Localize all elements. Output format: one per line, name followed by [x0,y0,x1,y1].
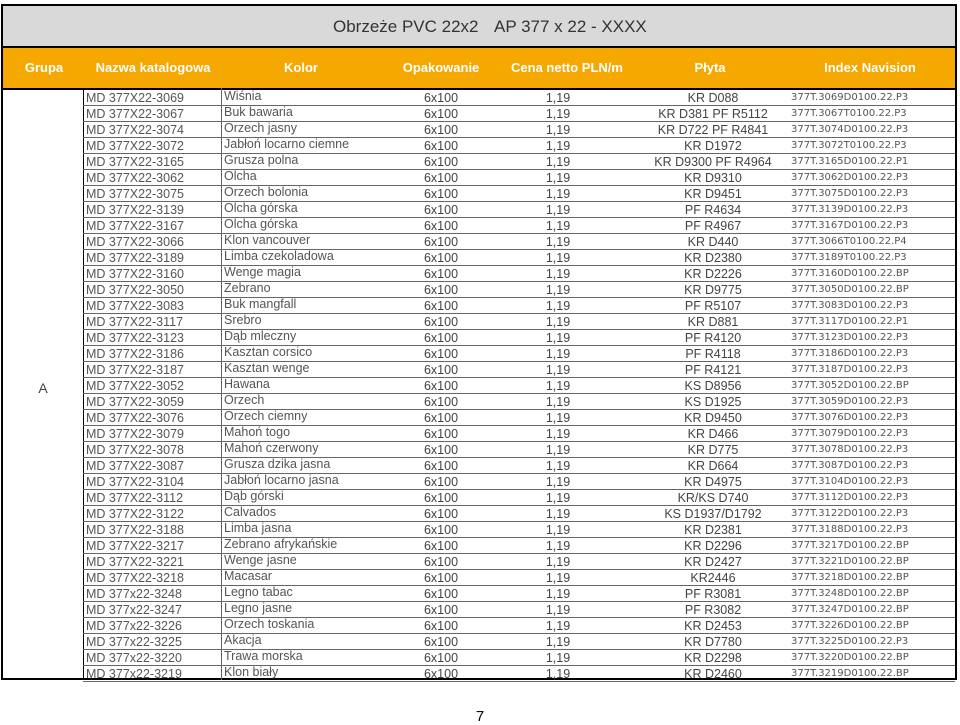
navision-index: 377T.3078D0100.22.P3 [791,444,909,455]
product-code: MD 377X22-3069 [86,91,184,105]
product-code: MD 377X22-3079 [86,427,184,441]
navision-index: 377T.3075D0100.22.P3 [791,188,909,199]
color-name: Mahoń czerwony [221,440,424,456]
packaging: 6x100 [423,283,459,297]
packaging: 6x100 [423,171,459,185]
table-row [83,426,955,442]
product-code: MD 377x22-3225 [86,635,182,649]
packaging: 6x100 [423,187,459,201]
product-code: MD 377X22-3117 [86,315,184,329]
header-plyta: Płyta [694,60,726,75]
table-row [83,154,955,170]
product-code: MD 377X22-3112 [86,491,184,505]
product-code: MD 377X22-3189 [86,251,184,265]
header-nazwa: Nazwa katalogowa [95,60,211,75]
table-row [83,570,955,586]
sheet-subtitle: AP 377 x 22 - XXXX [494,17,647,36]
packaging: 6x100 [423,587,459,601]
color-name: Macasar [221,568,424,584]
board-code: KR D7780 [684,635,742,649]
product-code: MD 377X22-3050 [86,283,184,297]
product-code: MD 377X22-3074 [86,123,184,137]
price: 1,19 [545,363,571,377]
color-name: Klon vancouver [221,232,424,248]
color-name: Olcha górska [221,200,424,216]
color-name: Orzech ciemny [221,408,424,424]
price: 1,19 [545,347,571,361]
board-code: PF R4121 [684,363,742,377]
table-row [83,362,955,378]
product-code: MD 377X22-3167 [86,219,184,233]
color-name: Grusza polna [221,152,424,168]
packaging: 6x100 [423,379,459,393]
product-code: MD 377x22-3248 [86,587,182,601]
price: 1,19 [545,203,571,217]
price: 1,19 [545,475,571,489]
packaging: 6x100 [423,491,459,505]
product-code: MD 377X22-3139 [86,203,184,217]
packaging: 6x100 [423,235,459,249]
packaging: 6x100 [423,555,459,569]
board-code: KR D9300 PF R4964 [654,155,772,169]
header-cena: Cena netto PLN/m [511,60,623,75]
board-code: KR D2296 [684,539,742,553]
product-code: MD 377X22-3160 [86,267,184,281]
packaging: 6x100 [423,523,459,537]
price: 1,19 [545,331,571,345]
color-name: Calvados [221,504,424,520]
product-code: MD 377X22-3059 [86,395,184,409]
board-code: PF R4634 [684,203,742,217]
navision-index: 377T.3069D0100.22.P3 [791,92,909,103]
table-header [3,48,955,90]
board-code: KR D440 [687,235,739,249]
navision-index: 377T.3219D0100.22.BP [791,668,909,679]
color-name: Orzech jasny [221,120,424,136]
packaging: 6x100 [423,299,459,313]
product-code: MD 377X22-3066 [86,235,184,249]
board-code: KR D1972 [684,139,742,153]
navision-index: 377T.3079D0100.22.P3 [791,428,909,439]
board-code: KR/KS D740 [677,491,749,505]
product-code: MD 377x22-3219 [86,667,182,681]
board-code: KS D8956 [684,379,742,393]
product-code: MD 377X22-3123 [86,331,184,345]
table-row [83,298,955,314]
packaging: 6x100 [423,363,459,377]
header-grupa: Grupa [24,60,64,75]
navision-index: 377T.3087D0100.22.P3 [791,460,909,471]
navision-index: 377T.3220D0100.22.BP [791,652,909,663]
table-row [83,250,955,266]
navision-index: 377T.3123D0100.22.P3 [791,332,909,343]
packaging: 6x100 [423,507,459,521]
navision-index: 377T.3225D0100.22.P3 [791,636,909,647]
board-code: KR D2453 [684,619,742,633]
color-name: Mahoń togo [221,424,424,440]
packaging: 6x100 [423,619,459,633]
packaging: 6x100 [423,427,459,441]
color-name: Trawa morska [221,648,424,664]
header-index: Index Navision [824,60,916,75]
price: 1,19 [545,507,571,521]
product-code: MD 377X22-3188 [86,523,184,537]
table-row [83,346,955,362]
navision-index: 377T.3248D0100.22.BP [791,588,909,599]
packaging: 6x100 [423,571,459,585]
color-name: Orzech bolonia [221,184,424,200]
color-name: Klon biały [221,664,424,680]
table-row [83,122,955,138]
packaging: 6x100 [423,539,459,553]
product-code: MD 377X22-3104 [86,475,184,489]
color-name: Akacja [221,632,424,648]
board-code: KR D881 [687,315,739,329]
product-code: MD 377X22-3078 [86,443,184,457]
navision-index: 377T.3160D0100.22.BP [791,268,909,279]
price: 1,19 [545,283,571,297]
table-row [83,90,955,106]
price: 1,19 [545,171,571,185]
board-code: PF R4967 [684,219,742,233]
navision-index: 377T.3062D0100.22.P3 [791,172,909,183]
packaging: 6x100 [423,475,459,489]
table-row [83,522,955,538]
table-row [83,490,955,506]
navision-index: 377T.3189T0100.22.P3 [791,252,907,263]
packaging: 6x100 [423,315,459,329]
product-code: MD 377X22-3083 [86,299,184,313]
table-row [83,442,955,458]
price: 1,19 [545,267,571,281]
packaging: 6x100 [423,155,459,169]
navision-index: 377T.3167D0100.22.P3 [791,220,909,231]
table-row [83,474,955,490]
table-row [83,538,955,554]
table-row [83,410,955,426]
board-code: KR D4975 [684,475,742,489]
board-code: KR D2226 [684,267,742,281]
navision-index: 377T.3218D0100.22.BP [791,572,909,583]
page-number: 7 [475,708,485,725]
board-code: KR D9310 [684,171,742,185]
table-row [83,202,955,218]
price: 1,19 [545,139,571,153]
board-code: KR D466 [687,427,739,441]
board-code: KR2446 [690,571,736,585]
packaging: 6x100 [423,651,459,665]
price: 1,19 [545,491,571,505]
packaging: 6x100 [423,107,459,121]
packaging: 6x100 [423,635,459,649]
color-name: Legno jasne [221,600,424,616]
table-row [83,218,955,234]
price: 1,19 [545,91,571,105]
product-code: MD 377x22-3226 [86,619,182,633]
navision-index: 377T.3083D0100.22.P3 [791,300,909,311]
table-row [83,634,955,650]
product-code: MD 377X22-3075 [86,187,184,201]
product-code: MD 377X22-3052 [86,379,184,393]
color-name: Limba jasna [221,520,424,536]
price: 1,19 [545,651,571,665]
color-name: Wenge jasne [221,552,424,568]
packaging: 6x100 [423,331,459,345]
color-name: Zebrano afrykańskie [221,536,424,552]
packaging: 6x100 [423,203,459,217]
table-row [83,458,955,474]
board-code: KR D775 [687,443,739,457]
color-name: Grusza dzika jasna [221,456,424,472]
packaging: 6x100 [423,443,459,457]
product-code: MD 377X22-3221 [86,555,184,569]
price: 1,19 [545,539,571,553]
table-row [83,266,955,282]
color-name: Limba czekoladowa [221,248,424,264]
board-code: PF R4120 [684,331,742,345]
navision-index: 377T.3186D0100.22.P3 [791,348,909,359]
table-row [83,138,955,154]
price: 1,19 [545,219,571,233]
packaging: 6x100 [423,667,459,681]
board-code: PF R3081 [684,587,742,601]
packaging: 6x100 [423,459,459,473]
navision-index: 377T.3104D0100.22.P3 [791,476,909,487]
color-name: Dąb górski [221,488,424,504]
table-row [83,330,955,346]
header-kolor: Kolor [284,60,318,75]
table-row [83,314,955,330]
table-row [83,506,955,522]
table-row [83,106,955,122]
price: 1,19 [545,459,571,473]
packaging: 6x100 [423,91,459,105]
navision-index: 377T.3117D0100.22.P1 [791,316,909,327]
color-name: Wenge magia [221,264,424,280]
price: 1,19 [545,299,571,313]
board-code: PF R4118 [685,347,741,361]
board-code: KR D2298 [684,651,742,665]
table-row [83,602,955,618]
board-code: KR D381 PF R5112 [658,107,768,121]
table-row [83,618,955,634]
product-code: MD 377X22-3186 [86,347,184,361]
navision-index: 377T.3072T0100.22.P3 [791,140,907,151]
price: 1,19 [545,443,571,457]
product-code: MD 377X22-3165 [86,155,184,169]
price: 1,19 [545,523,571,537]
product-code: MD 377X22-3217 [86,539,184,553]
color-name: Legno tabac [221,584,424,600]
price: 1,19 [545,619,571,633]
product-code: MD 377X22-3187 [86,363,184,377]
color-name: Buk mangfall [221,296,424,312]
title-bar [3,6,955,48]
color-name: Srebro [221,312,424,328]
price: 1,19 [545,555,571,569]
navision-index: 377T.3059D0100.22.P3 [791,396,909,407]
navision-index: 377T.3217D0100.22.BP [791,540,909,551]
product-code: MD 377X22-3218 [86,571,184,585]
color-name: Zebrano [221,280,424,296]
table-row [83,378,955,394]
board-code: PF R3082 [684,603,742,617]
price: 1,19 [545,235,571,249]
board-code: KS D1925 [684,395,742,409]
packaging: 6x100 [423,219,459,233]
color-name: Wiśnia [221,88,424,104]
price: 1,19 [545,107,571,121]
navision-index: 377T.3067T0100.22.P3 [791,108,907,119]
product-code: MD 377X22-3076 [86,411,184,425]
packaging: 6x100 [423,347,459,361]
packaging: 6x100 [423,395,459,409]
product-code: MD 377X22-3067 [86,107,184,121]
price: 1,19 [545,379,571,393]
header-opakowanie: Opakowanie [402,60,480,75]
color-name: Kasztan corsico [221,344,424,360]
table-row [83,234,955,250]
price: 1,19 [545,411,571,425]
navision-index: 377T.3139D0100.22.P3 [791,204,909,215]
board-code: KR D9450 [684,411,742,425]
navision-index: 377T.3052D0100.22.BP [791,380,909,391]
color-name: Jabłoń locarno ciemne [221,136,424,152]
table-row [83,666,955,682]
price: 1,19 [545,667,571,681]
color-name: Dąb mleczny [221,328,424,344]
color-name: Orzech [221,392,424,408]
packaging: 6x100 [423,411,459,425]
navision-index: 377T.3112D0100.22.P3 [791,492,909,503]
price: 1,19 [545,187,571,201]
price: 1,19 [545,427,571,441]
board-code: KR D664 [687,459,739,473]
board-code: KR D2427 [684,555,742,569]
packaging: 6x100 [423,123,459,137]
product-code: MD 377x22-3247 [86,603,182,617]
packaging: 6x100 [423,267,459,281]
table-row [83,394,955,410]
board-code: KR D2380 [684,251,742,265]
navision-index: 377T.3247D0100.22.BP [791,604,909,615]
table-row [83,554,955,570]
product-code: MD 377X22-3072 [86,139,184,153]
group-column [3,90,84,678]
navision-index: 377T.3122D0100.22.P3 [791,508,909,519]
packaging: 6x100 [423,139,459,153]
board-code: KS D1937/D1792 [664,507,762,521]
product-code: MD 377x22-3220 [86,651,182,665]
navision-index: 377T.3221D0100.22.BP [791,556,909,567]
board-code: KR D9775 [684,283,742,297]
board-code: KR D2460 [684,667,742,681]
price: 1,19 [545,571,571,585]
price: 1,19 [545,123,571,137]
navision-index: 377T.3226D0100.22.BP [791,620,909,631]
table-row [83,586,955,602]
color-name: Olcha górska [221,216,424,232]
table-row [83,186,955,202]
board-code: KR D722 PF R4841 [657,123,769,137]
board-code: KR D2381 [684,523,742,537]
color-name: Kasztan wenge [221,360,424,376]
navision-index: 377T.3165D0100.22.P1 [791,156,909,167]
navision-index: 377T.3188D0100.22.P3 [791,524,909,535]
board-code: KR D088 [687,91,739,105]
price: 1,19 [545,155,571,169]
price: 1,19 [545,315,571,329]
color-name: Orzech toskania [221,616,424,632]
navision-index: 377T.3187D0100.22.P3 [791,364,909,375]
packaging: 6x100 [423,603,459,617]
navision-index: 377T.3076D0100.22.P3 [791,412,909,423]
board-code: KR D9451 [684,187,742,201]
board-code: PF R5107 [684,299,742,313]
color-name: Jabłoń locarno jasna [221,472,424,488]
navision-index: 377T.3074D0100.22.P3 [791,124,909,135]
group-label: A [38,380,48,396]
price: 1,19 [545,251,571,265]
packaging: 6x100 [423,251,459,265]
color-name: Buk bawaria [221,104,424,120]
color-name: Olcha [221,168,424,184]
price: 1,19 [545,603,571,617]
price: 1,19 [545,635,571,649]
table-row [83,282,955,298]
price-sheet [1,4,957,680]
product-code: MD 377X22-3087 [86,459,184,473]
product-code: MD 377X22-3122 [86,507,184,521]
navision-index: 377T.3066T0100.22.P4 [791,236,907,247]
price: 1,19 [545,395,571,409]
table-row [83,170,955,186]
navision-index: 377T.3050D0100.22.BP [791,284,909,295]
sheet-title: Obrzeże PVC 22x2 [333,17,479,36]
color-name: Hawana [221,376,424,392]
price: 1,19 [545,587,571,601]
table-row [83,650,955,666]
product-code: MD 377X22-3062 [86,171,184,185]
